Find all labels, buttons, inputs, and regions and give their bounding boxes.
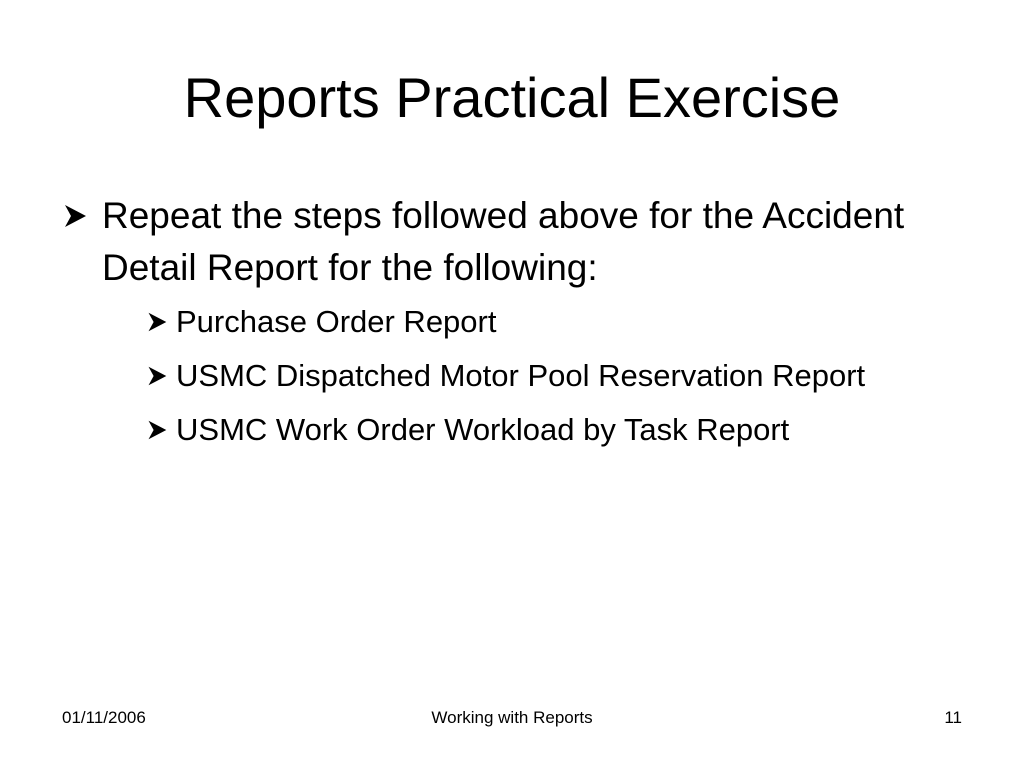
sub-bullet-item: [146, 406, 962, 454]
arrowhead-bullet-icon: [62, 203, 88, 229]
footer-title: Working with Reports: [431, 708, 593, 727]
footer-date: 01/11/2006: [62, 708, 146, 727]
sub-bullet-item: [146, 298, 962, 346]
sub-bullet-text: Purchase Order Report: [176, 304, 497, 339]
bullet-text: Repeat the steps followed above for the Accident Detail Report for the following:: [102, 195, 905, 288]
footer-page-number: 11: [944, 708, 962, 727]
slide-body: [62, 190, 962, 454]
slide-title: Reports Practical Exercise: [183, 66, 841, 129]
arrowhead-bullet-icon: [146, 365, 168, 387]
bullet-item: [62, 190, 962, 294]
sub-bullet-text: USMC Dispatched Motor Pool Reservation Report: [176, 358, 866, 393]
sub-bullet-text: USMC Work Order Workload by Task Report: [176, 412, 790, 447]
arrowhead-bullet-icon: [146, 419, 168, 441]
arrowhead-bullet-icon: [146, 311, 168, 333]
sub-bullet-item: [146, 352, 962, 400]
